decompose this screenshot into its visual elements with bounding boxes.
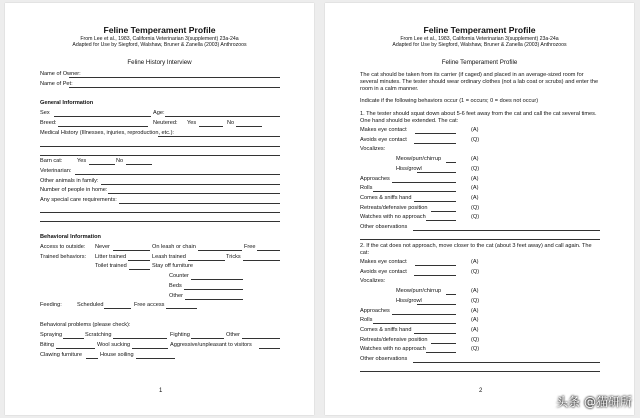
barn-no-field[interactable] xyxy=(126,164,152,165)
other-furniture-field[interactable] xyxy=(185,299,243,300)
behavior-label: Rolls xyxy=(360,185,373,192)
page-number: 2 xyxy=(479,388,483,394)
behavior-score-field[interactable] xyxy=(431,343,456,344)
sex-field[interactable] xyxy=(54,116,151,117)
behavior-code: (A) xyxy=(471,317,479,324)
house-soiling-label: House soiling xyxy=(100,352,134,358)
other-animals-field[interactable] xyxy=(101,184,280,185)
biting-label: Biting xyxy=(40,342,54,348)
behavior-code: (A) xyxy=(471,307,479,314)
behavior-score-field[interactable] xyxy=(373,191,456,192)
indicate-instruction: Indicate if the following behaviors occur (1 = occurs; 0 = does not occur) xyxy=(360,98,539,104)
behavior-score-field[interactable] xyxy=(426,220,456,221)
access-label: Access to outside: xyxy=(40,244,86,250)
behavior-label: Hiss/growl xyxy=(396,165,422,172)
access-never-field[interactable] xyxy=(113,250,150,251)
pet-field[interactable] xyxy=(69,87,280,88)
behavior-label: Meow/purr/chirrup xyxy=(396,156,442,163)
other-problem-label: Other xyxy=(226,332,240,338)
age-label: Age: xyxy=(153,110,165,116)
behavior-score-field[interactable] xyxy=(431,211,456,212)
access-free-field[interactable] xyxy=(257,250,280,251)
tricks-field[interactable] xyxy=(243,260,280,261)
behavior-score-field[interactable] xyxy=(373,323,456,324)
barn-no: No xyxy=(116,158,124,164)
question-1: 1. The tester should squat down about 5-6 feet away from the cat and call the cat several times. One hand should be extended. The cat: xyxy=(360,111,597,124)
behavior-code: (A) xyxy=(471,127,479,133)
leash-trained: Leash trained xyxy=(152,254,186,260)
toilet-trained-field[interactable] xyxy=(129,269,150,270)
clawing-label: Clawing furniture xyxy=(40,352,82,358)
document-page-2 xyxy=(325,3,634,415)
owner-field[interactable] xyxy=(69,77,280,78)
fighting-label: Fighting xyxy=(170,332,190,338)
section-heading: Feline Temperament Profile xyxy=(441,59,518,66)
scratching-field[interactable] xyxy=(113,338,167,339)
behavior-code: (Q) xyxy=(471,297,480,304)
leash-trained-field[interactable] xyxy=(188,260,225,261)
document-page-1 xyxy=(5,3,314,415)
tricks: Tricks xyxy=(226,254,241,260)
behavior-label: Retreats/defensive position xyxy=(360,204,428,211)
behavior-label: Watches with no approach xyxy=(360,214,426,221)
behavior-label: Other observations xyxy=(360,224,408,230)
behavior-code: (A) xyxy=(471,194,479,201)
veterinarian-field[interactable] xyxy=(75,174,280,175)
behavior-code: (Q) xyxy=(471,346,480,353)
neutered-no-field[interactable] xyxy=(236,126,262,127)
house-soiling-field[interactable] xyxy=(136,358,175,359)
toilet-trained: Toilet trained xyxy=(95,263,127,269)
behavior-score-field[interactable] xyxy=(415,133,456,134)
medical-field-1[interactable] xyxy=(158,136,280,137)
page-separator xyxy=(316,0,320,418)
biting-field[interactable] xyxy=(56,348,95,349)
behavior-code: (Q) xyxy=(471,136,480,143)
spraying-label: Spraying xyxy=(40,332,63,338)
general-info-heading: General Information xyxy=(40,100,94,106)
behavior-code: (Q) xyxy=(471,268,480,275)
sex-label: Sex xyxy=(40,110,50,116)
feeding-scheduled: Scheduled xyxy=(77,302,104,308)
behavior-label: Vocalizes: xyxy=(360,278,386,285)
clawing-field[interactable] xyxy=(86,358,98,359)
intro-paragraph: The cat should be taken from its carrier (if caged) and placed in an average-sized room for several minutes. The tester should wear ordinary clothes (not a lab coat or scrubs) and enter the room in a calm manner. xyxy=(360,72,599,92)
citation-line-1: From Lee et al., 1983, California Veterinarian 3(supplement) 23a-24a xyxy=(400,36,559,42)
behavior-label: Comes & sniffs hand xyxy=(360,326,412,333)
barn-label: Barn cat: xyxy=(40,158,63,164)
other-furniture-label: Other xyxy=(169,293,183,299)
medical-field-3[interactable] xyxy=(40,155,280,156)
behavior-score-field[interactable] xyxy=(417,172,456,173)
behavior-code: (Q) xyxy=(471,204,480,211)
behavior-label: Meow/purr/chirrup xyxy=(396,288,442,295)
fighting-field[interactable] xyxy=(191,338,224,339)
medical-field-2[interactable] xyxy=(40,146,280,147)
people-field[interactable] xyxy=(108,193,280,194)
behavior-score-field[interactable] xyxy=(417,304,456,305)
watermark: 头条 @猫研所 xyxy=(556,395,632,409)
feeding-scheduled-field[interactable] xyxy=(104,308,131,309)
access-never: Never xyxy=(95,244,110,250)
behavior-label: Other observations xyxy=(360,356,408,362)
neutered-no: No xyxy=(227,120,235,126)
feeding-free-access: Free access xyxy=(134,302,165,308)
behavior-label: Makes eye contact xyxy=(360,259,407,265)
behavior-score-field[interactable] xyxy=(414,143,456,144)
behavior-score-field[interactable] xyxy=(426,352,456,353)
behavior-code: (A) xyxy=(471,326,479,333)
behavior-code: (A) xyxy=(471,185,479,192)
access-free: Free xyxy=(244,244,256,250)
access-leash-chain-field[interactable] xyxy=(198,250,242,251)
feeding-label: Feeding: xyxy=(40,302,62,308)
problems-label: Behavioral problems (please check): xyxy=(40,322,131,328)
litter-trained-field[interactable] xyxy=(128,260,150,261)
aggressive-field[interactable] xyxy=(259,348,280,349)
pet-label: Name of Pet: xyxy=(40,81,73,87)
other-observations-field[interactable] xyxy=(413,362,600,363)
behavior-label: Avoids eye contact xyxy=(360,268,407,275)
veterinarian-label: Veterinarian: xyxy=(40,168,72,174)
aggressive-label: Aggressive/unpleasant to visitors xyxy=(170,342,252,348)
behavior-code: (A) xyxy=(471,175,479,182)
behavior-code: (Q) xyxy=(471,336,480,343)
beds-field[interactable] xyxy=(184,289,243,290)
behavior-score-field[interactable] xyxy=(414,201,456,202)
owner-label: Name of Owner: xyxy=(40,71,81,77)
other-observations-field[interactable] xyxy=(360,239,600,240)
page-title: Feline Temperament Profile xyxy=(103,25,216,35)
question-2: 2. If the cat does not approach, move closer to the cat (about 3 feet away) and call again. The cat: xyxy=(360,243,592,256)
behavior-code: (A) xyxy=(471,156,479,163)
barn-yes: Yes xyxy=(77,158,87,164)
special-care-field-3[interactable] xyxy=(40,221,280,222)
behavior-score-field[interactable] xyxy=(414,275,456,276)
spraying-field[interactable] xyxy=(63,338,84,339)
behavior-score-field[interactable] xyxy=(446,162,456,163)
behavior-label: Approaches xyxy=(360,307,390,314)
stay-off-furniture: Stay off furniture xyxy=(152,263,193,269)
age-field[interactable] xyxy=(165,116,280,117)
citation-line-1: From Lee et al., 1983, California Veterinarian 3(supplement) 23a-24a xyxy=(80,36,239,42)
special-care-field-1[interactable] xyxy=(119,203,280,204)
medical-label: Medical History (Illnesses, injuries, reproduction, etc.): xyxy=(40,130,174,136)
counter-field[interactable] xyxy=(191,279,243,280)
other-problem-field[interactable] xyxy=(242,338,280,339)
other-animals-label: Other animals in family: xyxy=(40,178,99,184)
behavior-label: Hiss/growl xyxy=(396,297,422,304)
barn-yes-field[interactable] xyxy=(89,164,115,165)
scratching-label: Scratching xyxy=(85,332,112,338)
behavior-code: (A) xyxy=(471,259,479,265)
page-number: 1 xyxy=(159,388,163,394)
behavior-label: Vocalizes: xyxy=(360,146,386,153)
litter-trained: Litter trained xyxy=(95,254,127,260)
beds-label: Beds xyxy=(169,283,182,289)
behavior-score-field[interactable] xyxy=(392,182,456,183)
access-leash-chain: On leash or chain xyxy=(152,244,196,250)
behavioral-info-heading: Behavioral Information xyxy=(40,234,101,240)
behavior-code: (A) xyxy=(471,288,479,295)
behavior-score-field[interactable] xyxy=(446,294,456,295)
people-label: Number of people in home: xyxy=(40,187,108,193)
behavior-score-field[interactable] xyxy=(414,333,456,334)
behavior-label: Rolls xyxy=(360,317,373,324)
page-title: Feline Temperament Profile xyxy=(423,25,536,35)
behavior-score-field[interactable] xyxy=(392,314,456,315)
neutered-label: Neutered: xyxy=(153,120,178,126)
behavior-label: Avoids eye contact xyxy=(360,136,407,143)
behavior-label: Makes eye contact xyxy=(360,127,407,133)
behavior-code: (Q) xyxy=(471,214,480,221)
wool-sucking-field[interactable] xyxy=(132,348,168,349)
behavior-score-field[interactable] xyxy=(415,265,456,266)
section-heading: Feline History Interview xyxy=(127,59,192,66)
trained-label: Trained behaviors: xyxy=(40,254,87,260)
counter-label: Counter xyxy=(169,273,189,279)
breed-label: Breed: xyxy=(40,120,57,126)
feeding-free-access-field[interactable] xyxy=(166,308,197,309)
breed-field[interactable] xyxy=(58,126,148,127)
neutered-yes-field[interactable] xyxy=(199,126,223,127)
special-care-label: Any special care requirements: xyxy=(40,197,117,203)
wool-sucking-label: Wool sucking xyxy=(97,342,131,348)
behavior-label: Comes & sniffs hand xyxy=(360,194,412,201)
behavior-code: (Q) xyxy=(471,165,480,172)
other-observations-field[interactable] xyxy=(413,230,600,231)
other-observations-field[interactable] xyxy=(360,371,600,372)
behavior-label: Watches with no approach xyxy=(360,346,426,353)
citation-line-2: Adapted for Use by Siegford, Walshaw, Bruner & Zanella (2003) Anthrozoos xyxy=(72,42,247,48)
citation-line-2: Adapted for Use by Siegford, Walshaw, Bruner & Zanella (2003) Anthrozoos xyxy=(392,42,567,48)
behavior-label: Retreats/defensive position xyxy=(360,336,428,343)
neutered-yes: Yes xyxy=(187,120,197,126)
special-care-field-2[interactable] xyxy=(40,212,280,213)
behavior-label: Approaches xyxy=(360,175,390,182)
